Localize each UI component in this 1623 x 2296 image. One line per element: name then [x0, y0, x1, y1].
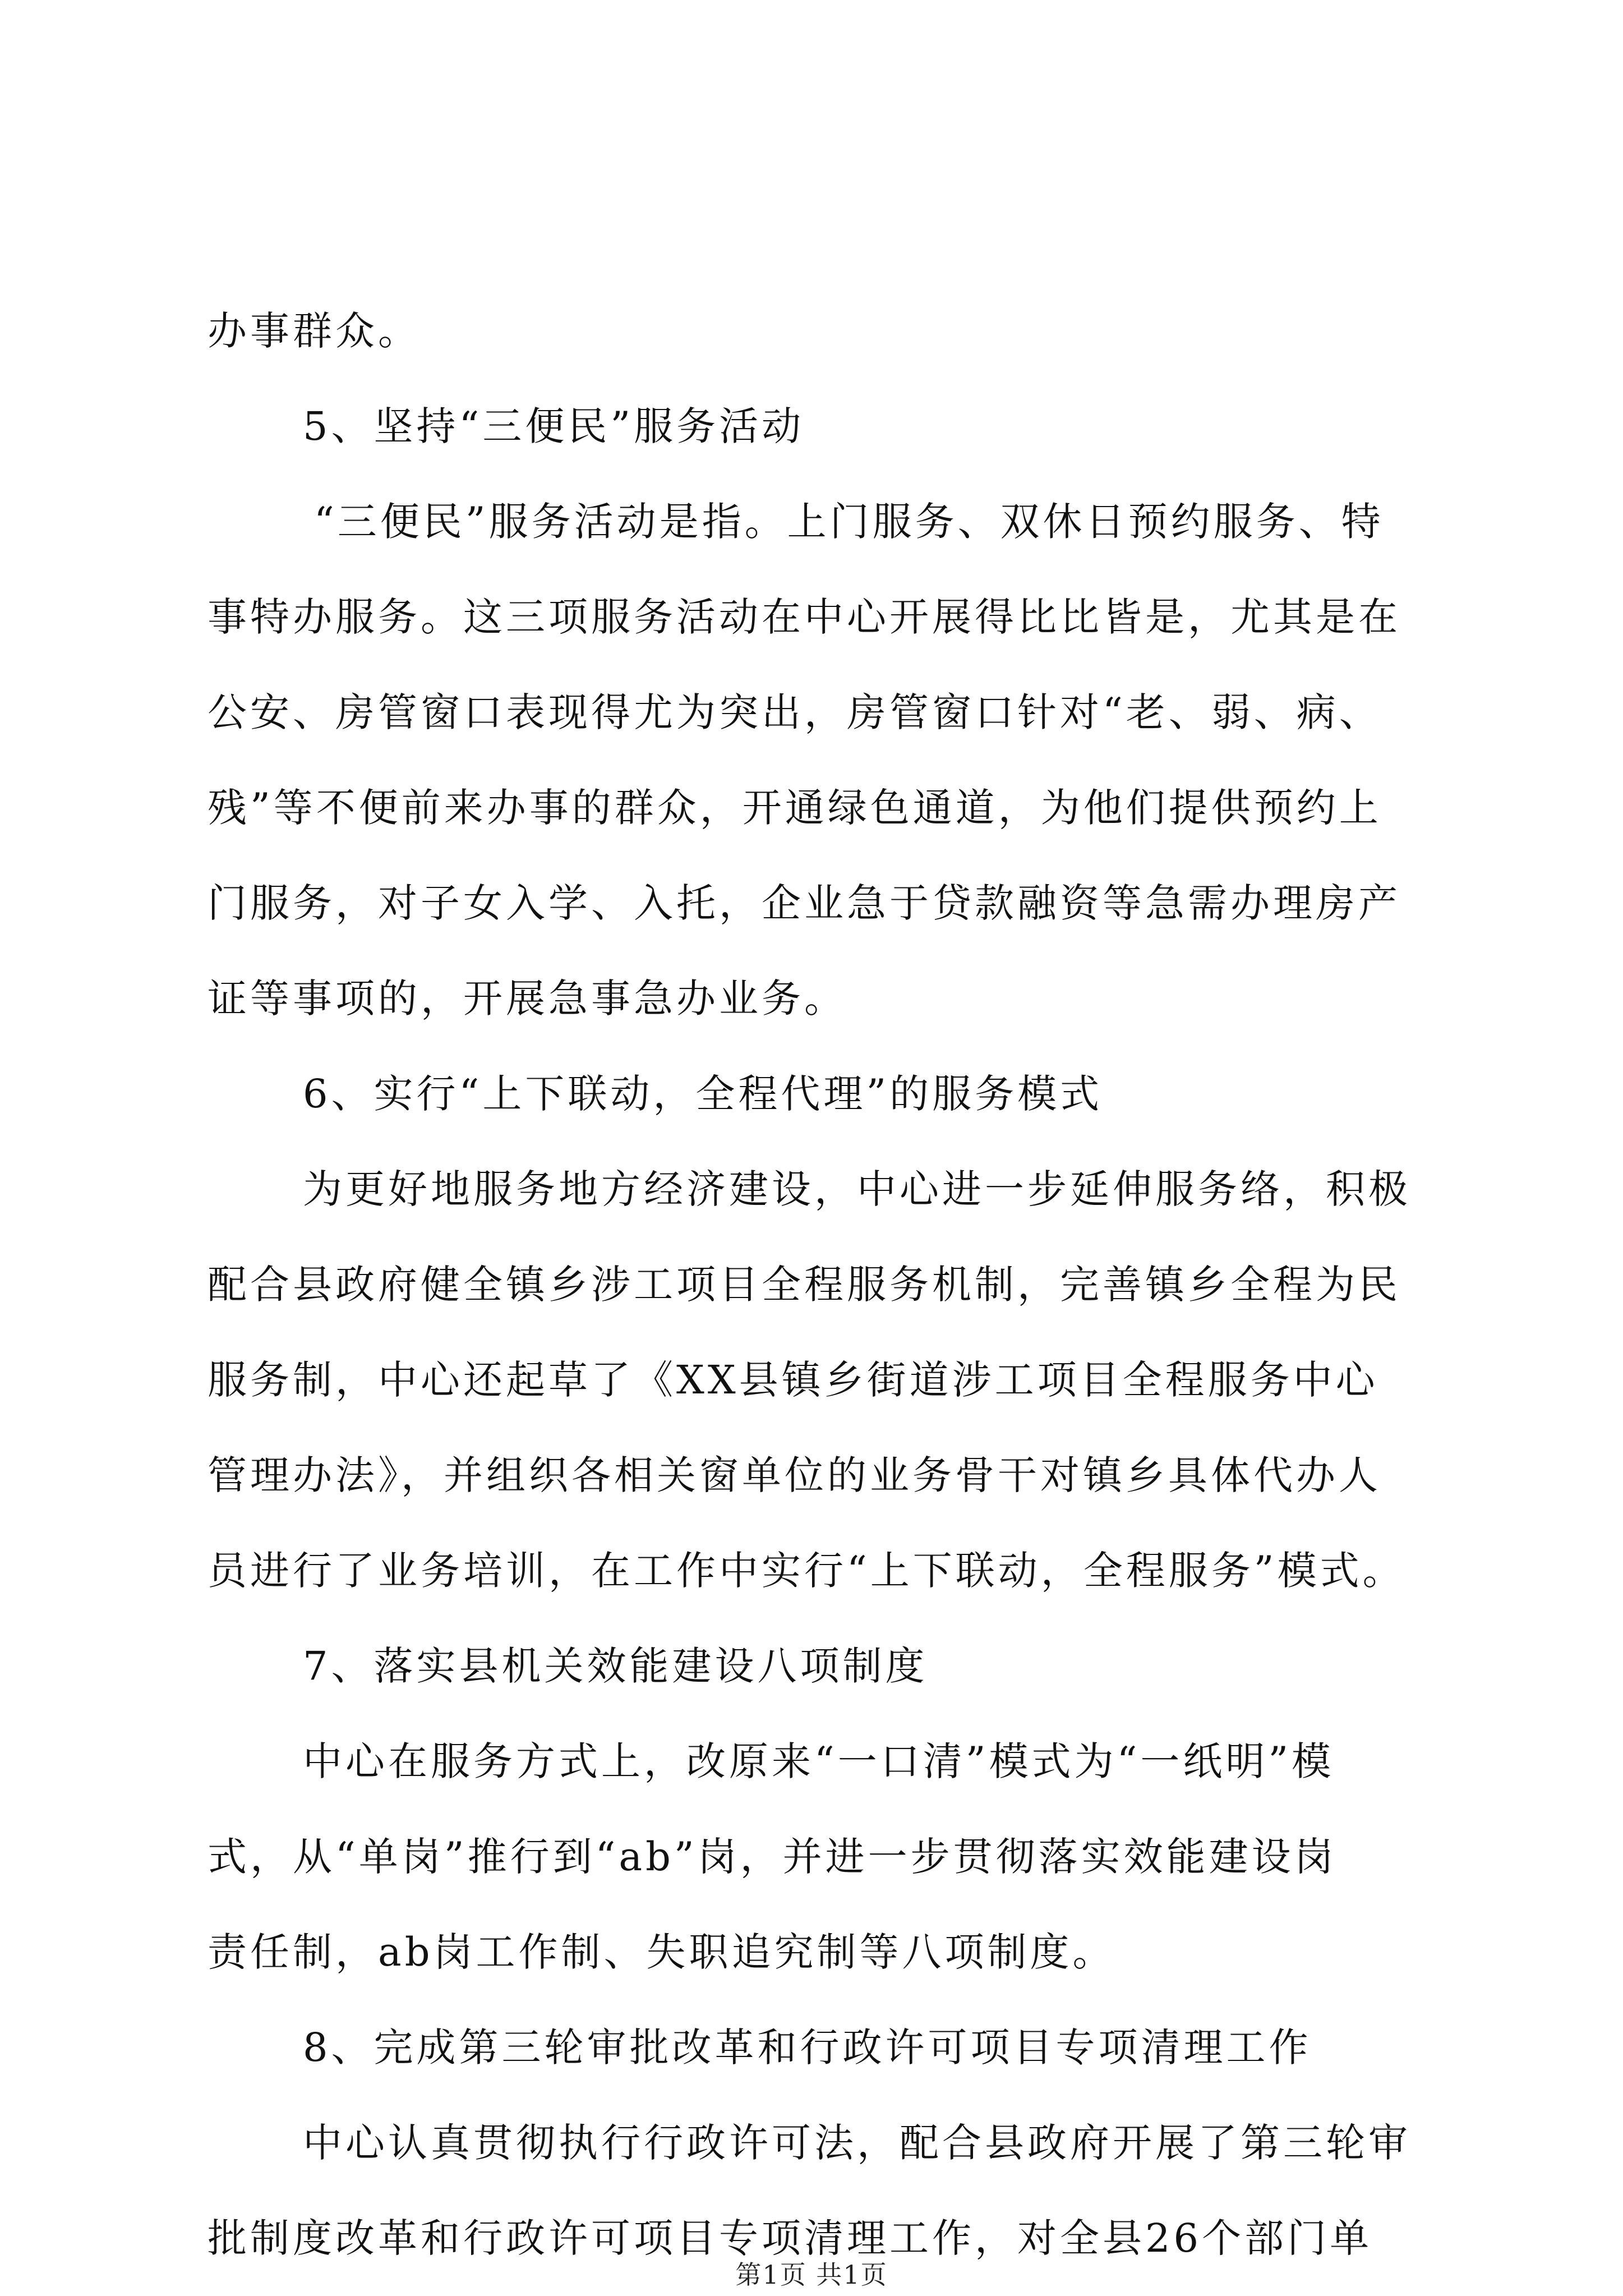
text-line: 批制度改革和行政许可项目专项清理工作，对全县26个部门单 [208, 2215, 1373, 2261]
text-line: 残”等不便前来办事的群众，开通绿色通道，为他们提供预约上 [208, 785, 1382, 831]
text-line: 公安、房管窗口表现得尤为突出，房管窗口针对“老、弱、病、 [208, 689, 1382, 735]
text-line: 服务制，中心还起草了《XX县镇乡街道涉工项目全程服务中心 [208, 1357, 1378, 1403]
text-line: 式，从“单岗”推行到“ab”岗，并进一步贯彻落实效能建设岗 [208, 1834, 1337, 1880]
section-heading: 7、落实县机关效能建设八项制度 [303, 1643, 928, 1689]
section-heading: 8、完成第三轮审批改革和行政许可项目专项清理工作 [303, 2024, 1312, 2070]
section-heading: 5、坚持“三便民”服务活动 [303, 403, 805, 449]
text-line: 管理办法》，并组织各相关窗单位的业务骨干对镇乡具体代办人 [208, 1452, 1381, 1498]
text-line: 事特办服务。这三项服务活动在中心开展得比比皆是，尤其是在 [208, 594, 1401, 640]
text-line: 中心在服务方式上，改原来“一口清”模式为“一纸明”模 [303, 1738, 1335, 1784]
section-heading: 6、实行“上下联动，全程代理”的服务模式 [303, 1071, 1103, 1117]
text-line: 办事群众。 [208, 308, 421, 354]
text-line: 门服务，对子女入学、入托，企业急于贷款融资等急需办理房产 [208, 880, 1401, 926]
text-line: 证等事项的，开展急事急办业务。 [208, 976, 847, 1022]
text-line: 责任制，ab岗工作制、失职追究制等八项制度。 [208, 1929, 1115, 1975]
text-line: “三便民”服务活动是指。上门服务、双休日预约服务、特 [314, 499, 1384, 545]
text-line: 配合县政府健全镇乡涉工项目全程服务机制，完善镇乡全程为民 [208, 1262, 1401, 1308]
page-number: 第1页 共1页 [735, 2260, 888, 2290]
text-line: 为更好地服务地方经济建设，中心进一步延伸服务络，积极 [303, 1166, 1411, 1212]
text-line: 员进行了业务培训，在工作中实行“上下联动，全程服务”模式。 [208, 1548, 1405, 1594]
text-line: 中心认真贯彻执行行政许可法，配合县政府开展了第三轮审 [303, 2120, 1411, 2166]
